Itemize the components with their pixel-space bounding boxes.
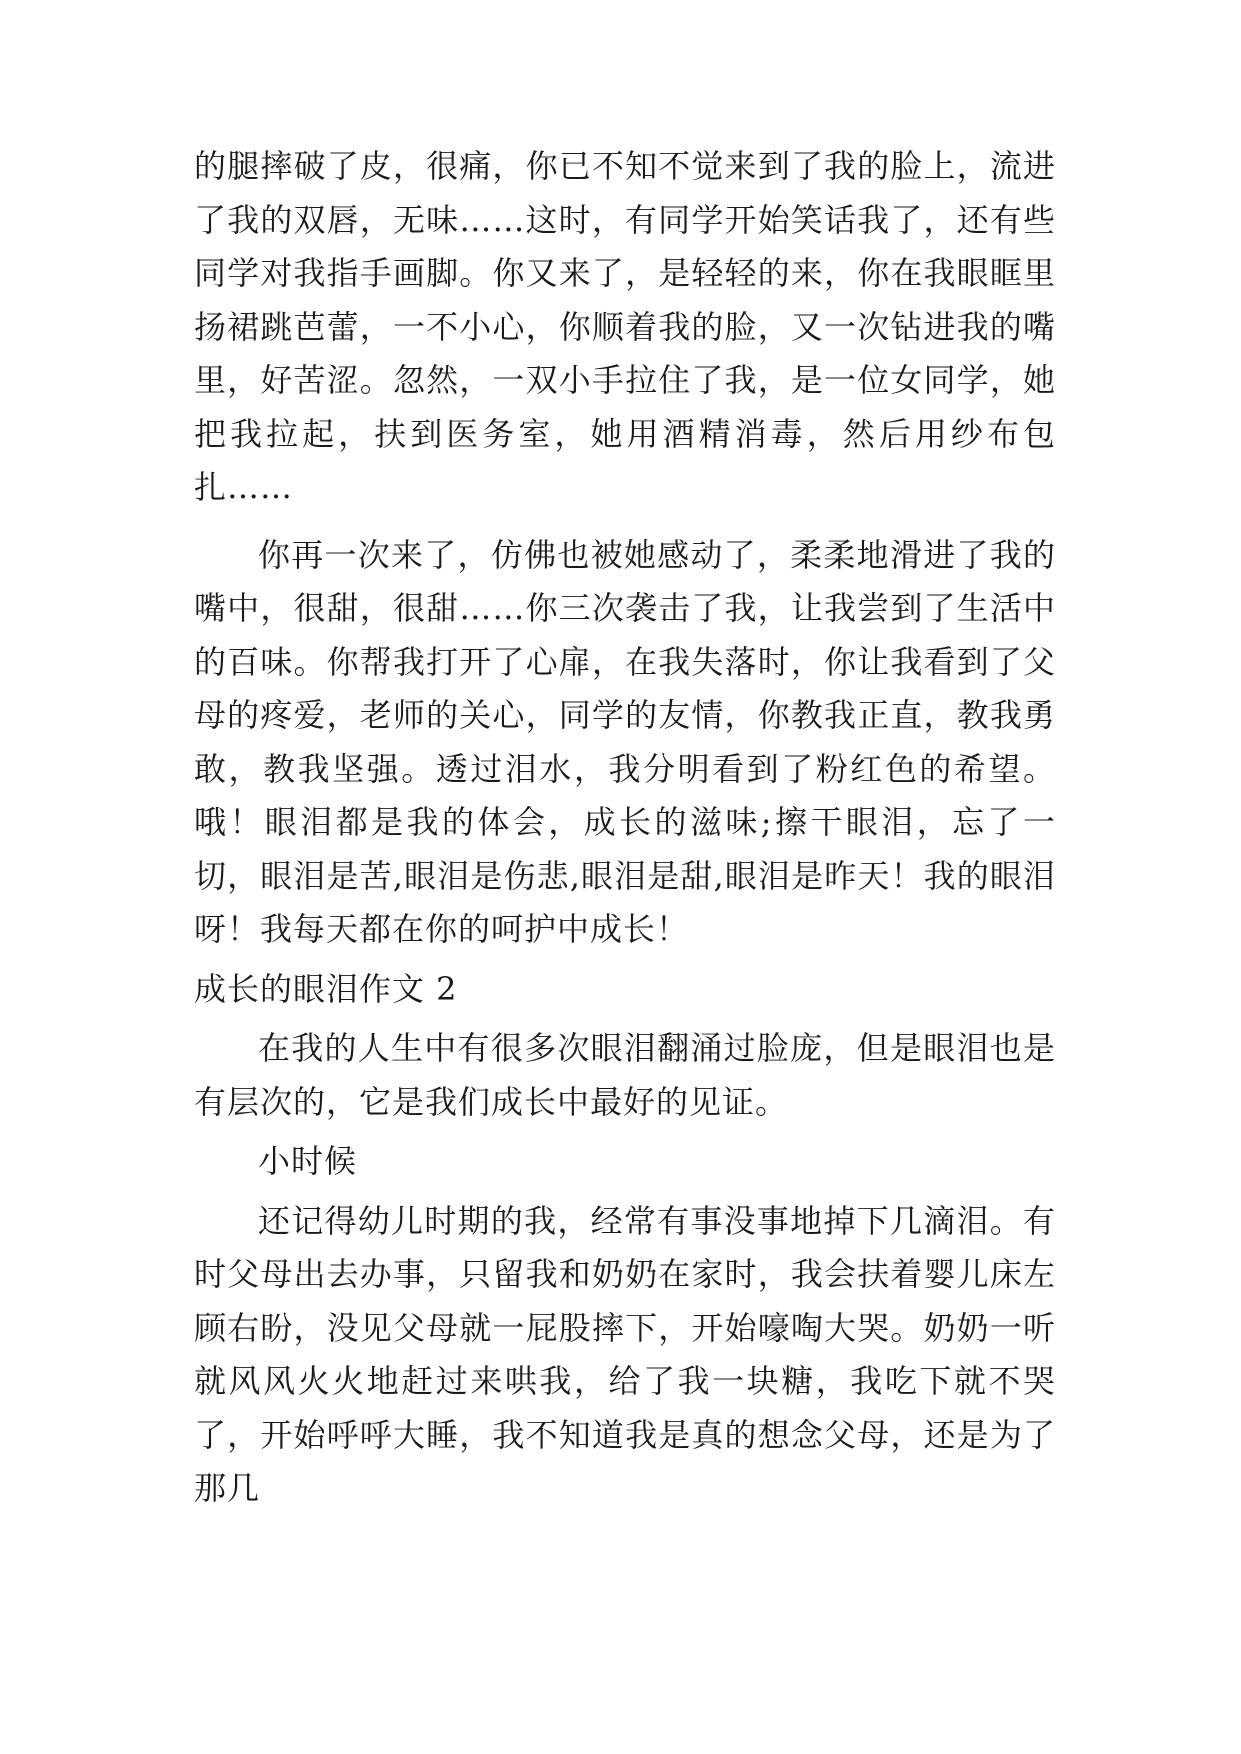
section-heading: 成长的眼泪作文 2 [194,969,458,1008]
subheading: 小时候 [258,1142,358,1180]
paragraph-continuation: 的腿摔破了皮，很痛，你已不知不觉来到了我的脸上，流进了我的双唇，无味……这时，有同学开始笑话我了，还有些同学对我指手画脚。你又来了，是轻轻的来，你在我眼眶里扬裙跳芭蕾，一不小心，你顺着我的脸，又一次钻进我的嘴里，好苦涩。忽然，一双小手拉住了我，是一位女同学，她把我拉起，扶到医务室，她用酒精消毒，然后用纱布包扎…… [194,147,1056,506]
paragraph: 在我的人生中有很多次眼泪翻涌过脸庞，但是眼泪也是有层次的，它是我们成长中最好的见证。 [194,1029,1056,1121]
paragraph: 你再一次来了，仿佛也被她感动了，柔柔地滑进了我的嘴中，很甜，很甜……你三次袭击了我，让我尝到了生活中的百味。你帮我打开了心扉，在我失落时，你让我看到了父母的疼爱，老师的关心，同学的友情，你教我正直，教我勇敢，教我坚强。透过泪水，我分明看到了粉红色的希望。哦！眼泪都是我的体会，成长的滋味;擦干眼泪，忘了一切，眼泪是苦,眼泪是伤悲,眼泪是甜,眼泪是昨天！我的眼泪呀！我每天都在你的呵护中成长！ [194,535,1056,948]
document-page [194,140,1056,1522]
paragraph: 还记得幼儿时期的我，经常有事没事地掉下几滴泪。有时父母出去办事，只留我和奶奶在家时，我会扶着婴儿床左顾右盼，没见父母就一屁股摔下，开始嚎啕大哭。奶奶一听就风风火火地赶过来哄我，给了我一块糖，我吃下就不哭了，开始呼呼大睡，我不知道我是真的想念父母，还是为了那几 [194,1201,1056,1507]
